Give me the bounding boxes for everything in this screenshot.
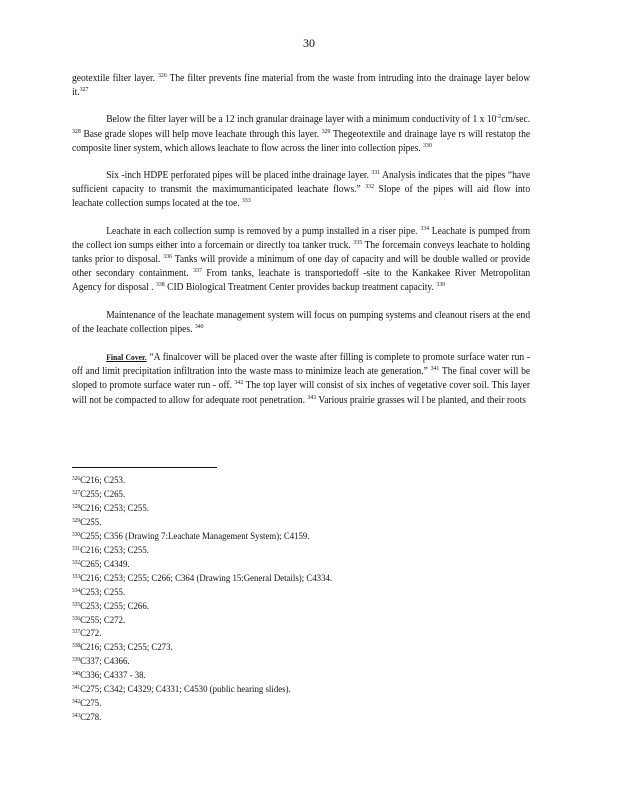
footnote: [72, 530, 486, 544]
footnote-text: C272.: [80, 628, 102, 640]
text-run: cm/sec.: [501, 114, 531, 126]
footnote-marker: 328: [72, 127, 81, 135]
footnote-marker: 331: [371, 169, 381, 177]
footnote-number: 329: [72, 517, 81, 524]
footnote-number: 340: [72, 671, 81, 678]
footnote-marker: 341: [430, 365, 440, 373]
footnote-marker: 340: [194, 322, 204, 330]
footnote-text: C216; C253; C255.: [80, 544, 149, 556]
footnote-marker: 337: [193, 267, 202, 275]
footnote-text: C275; C342; C4329; C4331; C4530 (public hearing slides).: [80, 684, 291, 696]
paragraph: [72, 113, 530, 156]
footnote-text: C255.: [80, 516, 102, 528]
text-run: The top layer will consist of six inches of vegetative cover soil. This layer will not be compacted to allow for adequate root penetration.: [72, 380, 531, 406]
footnote-text: C278.: [80, 712, 102, 724]
text-run: Below the filter layer will be a 12 inch granular drainage layer with a minimum conductivity of 1 x 10: [106, 114, 497, 126]
text-run: Leachate in each collection sump is removed by a pump installed in a riser pipe.: [106, 225, 421, 237]
footnote-number: 337: [72, 629, 81, 636]
footnote-marker: 326: [157, 72, 167, 79]
section-heading: Final Cover.: [106, 352, 147, 363]
footnote-number: 327: [72, 489, 81, 496]
text-run: The final cover will be sloped to promote surface water run - off.: [72, 366, 531, 392]
footnote-marker: 338: [155, 281, 165, 289]
footnote-text: C216; C253; C255; C266; C364 (Drawing 15:General Details); C4334.: [80, 572, 333, 584]
footnote-marker: 330: [423, 141, 432, 149]
footnote-marker: 339: [436, 281, 446, 289]
paragraph: [72, 350, 530, 408]
footnote: [72, 586, 486, 600]
footnote-text: C216; C253; C255.: [80, 502, 149, 514]
footnote: [72, 683, 486, 697]
footnote-marker: -2: [496, 113, 502, 121]
footnote: [72, 655, 486, 669]
footnote-number: 335: [72, 601, 81, 608]
footnote-marker: 336: [163, 253, 173, 261]
footnote-marker: 333: [241, 197, 251, 205]
footnote: [72, 627, 486, 641]
footnote: [72, 697, 486, 711]
text-run: CID Biological Treatment Center provides backup treatment capacity.: [164, 282, 437, 294]
paragraph: [72, 72, 530, 100]
footnote-number: 333: [72, 573, 81, 580]
footnotes: [72, 474, 532, 725]
text-run: Various prairie grasses wil l be planted, and their roots: [316, 394, 526, 406]
body-text: [72, 72, 530, 421]
footnote-marker: 343: [307, 393, 317, 401]
footnote-text: C255; C265.: [80, 488, 126, 500]
footnote: [72, 711, 486, 725]
footnote-text: C336; C4337 - 38.: [80, 670, 146, 682]
footnote-number: 334: [72, 587, 81, 594]
text-run: Analysis indicates that the pipes “have sufficient capacity to transmit the maximumanticipated leachate flows.”: [72, 170, 531, 196]
text-run: Leachate is pumped from the collect ion sumps either into a forcemain or directly toa tanker truck.: [72, 225, 531, 251]
footnote: [72, 558, 486, 572]
footnote: [72, 544, 486, 558]
paragraph: [72, 309, 530, 337]
text-run: Thegeotextile and drainage laye rs will restatop the composite liner system, which allows leachate to flow across the liner into collection pipes.: [72, 128, 531, 154]
footnote-text: C275.: [80, 698, 102, 710]
footnote-number: 331: [72, 545, 81, 552]
footnote: [72, 669, 486, 683]
footnote: [72, 641, 486, 655]
text-run: Six -inch HDPE perforated pipes will be placed inthe drainage layer.: [106, 170, 372, 182]
footnote-number: 328: [72, 503, 81, 510]
footnote-marker: 332: [365, 183, 375, 191]
text-run: geotextile filter layer.: [72, 73, 158, 84]
text-run: Tanks will provide a minimum of one day of capacity and will be double walled or provide other secondary containment.: [72, 254, 531, 280]
footnote-text: C216; C253.: [80, 475, 126, 486]
footnote: [72, 614, 486, 628]
text-run: “A finalcover will be placed over the waste after filling is complete to promote surface water run - off and limit precipitation infiltration into the waste mass to minimize leach ate generation.”: [72, 352, 531, 378]
footnote-number: 343: [72, 713, 81, 720]
footnote: [72, 516, 486, 530]
text-run: Base grade slopes will help move leachate through this layer.: [80, 128, 322, 140]
footnote-text: C255; C272.: [80, 614, 126, 626]
footnote-text: C216; C253; C255; C273.: [80, 642, 173, 654]
footnote-text: C253; C255.: [80, 586, 126, 598]
footnote-marker: 329: [321, 127, 331, 135]
footnote-number: 326: [72, 476, 81, 482]
footnote: [72, 572, 486, 586]
page-number: 30: [303, 36, 315, 50]
footnote: [72, 502, 486, 516]
paragraph: [72, 225, 530, 296]
footnote: [72, 600, 486, 614]
footnote-text: C255; C356 (Drawing 7:Leachate Management System); C4159.: [80, 530, 310, 542]
footnote-number: 339: [72, 657, 81, 664]
paragraph: [72, 169, 530, 212]
footnote: [72, 474, 486, 488]
text-run: From tanks, leachate is transportedoff -site to the Kankakee River Metropolitan Agency for disposal .: [72, 268, 531, 294]
footnote-number: 342: [72, 699, 81, 706]
text-run: The forcemain conveys leachate to holding tanks prior to disposal.: [72, 239, 531, 266]
footnote-marker: 335: [353, 238, 363, 246]
footnote-text: C337; C4366.: [80, 656, 130, 668]
footnote-marker: 334: [420, 224, 430, 232]
text-run: Slope of the pipes will aid flow into leachate collection sumps located at the toe.: [72, 184, 531, 210]
text-run: Maintenance of the leachate management system will focus on pumping systems and cleanout risers at the end of the leachate collection pipes.: [72, 309, 531, 335]
footnote-number: 336: [72, 615, 81, 622]
footnote-marker: 342: [234, 379, 244, 387]
footnote-number: 338: [72, 643, 81, 650]
footnote-number: 332: [72, 559, 81, 566]
text-run: The filter prevents fine material from the waste from intruding into the drainage layer below it.: [72, 73, 531, 99]
footnote-text: C265; C4349.: [80, 558, 130, 570]
footnote-number: 341: [72, 685, 81, 692]
footnote-number: 330: [72, 531, 81, 538]
footnote-marker: 327: [79, 86, 89, 94]
footnote-divider: [72, 467, 217, 468]
footnote-text: C253; C255; C266.: [80, 600, 149, 612]
footnote: [72, 488, 486, 502]
